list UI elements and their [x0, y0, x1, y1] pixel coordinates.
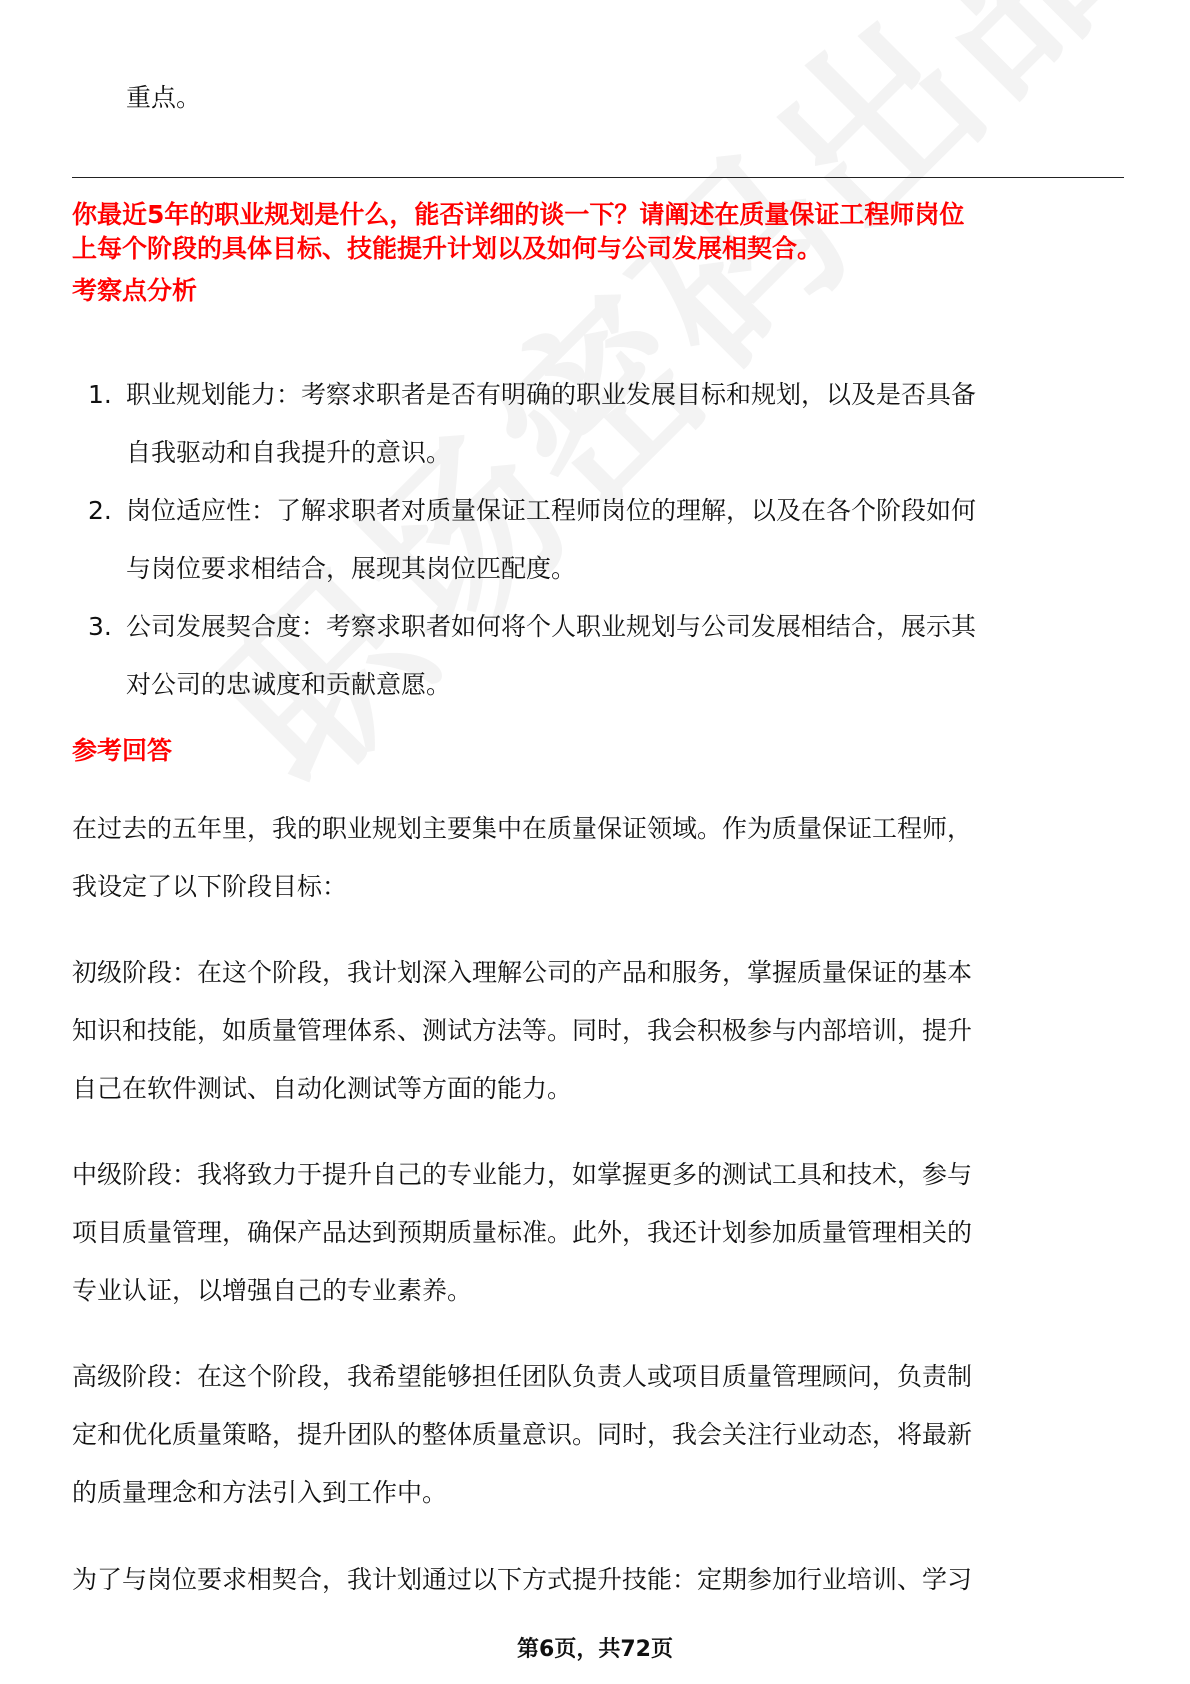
answer-heading: 参考回答 — [72, 736, 173, 765]
answer-paragraph — [72, 1146, 1132, 1320]
list-number: 1. — [88, 380, 112, 409]
answer-paragraph — [72, 944, 1132, 1118]
answer-paragraph — [72, 1348, 1132, 1522]
analysis-heading: 考察点分析 — [72, 276, 198, 305]
paragraph-line: 我设定了以下阶段目标： — [72, 872, 348, 901]
list-item — [72, 598, 1132, 714]
list-item — [72, 366, 1132, 482]
list-item — [72, 482, 1132, 598]
question-line: 你最近5年的职业规划是什么，能否详细的谈一下？请阐述在质量保证工程师岗位 — [72, 200, 965, 229]
question-title — [72, 198, 1132, 266]
list-item-line: 对公司的忠诚度和贡献意愿。 — [126, 670, 452, 699]
page-number: 第6页，共72页 — [517, 1637, 673, 1662]
analysis-list — [72, 366, 1132, 714]
list-item-line: 岗位适应性：了解求职者对质量保证工程师岗位的理解，以及在各个阶段如何 — [126, 496, 977, 525]
question-line: 上每个阶段的具体目标、技能提升计划以及如何与公司发展相契合。 — [72, 234, 823, 263]
paragraph-line: 自己在软件测试、自动化测试等方面的能力。 — [72, 1074, 573, 1103]
list-number: 2. — [88, 496, 112, 525]
paragraph-line: 定和优化质量策略，提升团队的整体质量意识。同时，我会关注行业动态，将最新 — [72, 1420, 973, 1449]
answer-paragraph — [72, 800, 1132, 916]
list-item-line: 职业规划能力：考察求职者是否有明确的职业发展目标和规划，以及是否具备 — [126, 380, 977, 409]
list-item-line: 公司发展契合度：考察求职者如何将个人职业规划与公司发展相结合，展示其 — [126, 612, 977, 641]
answer-paragraph — [72, 1551, 1132, 1609]
paragraph-line: 知识和技能，如质量管理体系、测试方法等。同时，我会积极参与内部培训，提升 — [72, 1016, 973, 1045]
list-item-line: 与岗位要求相结合，展现其岗位匹配度。 — [126, 554, 577, 583]
paragraph-line: 的质量理念和方法引入到工作中。 — [72, 1478, 448, 1507]
list-number: 3. — [88, 612, 112, 641]
paragraph-line: 在过去的五年里，我的职业规划主要集中在质量保证领域。作为质量保证工程师， — [72, 814, 973, 843]
paragraph-line: 高级阶段：在这个阶段，我希望能够担任团队负责人或项目质量管理顾问，负责制 — [72, 1362, 973, 1391]
section-divider — [72, 177, 1124, 178]
list-item-line: 自我驱动和自我提升的意识。 — [126, 438, 452, 467]
paragraph-line: 专业认证，以增强自己的专业素养。 — [72, 1276, 473, 1305]
paragraph-line: 项目质量管理，确保产品达到预期质量标准。此外，我还计划参加质量管理相关的 — [72, 1218, 973, 1247]
paragraph-line: 为了与岗位要求相契合，我计划通过以下方式提升技能：定期参加行业培训、学习 — [72, 1565, 973, 1594]
continuation-text: 重点。 — [126, 83, 202, 112]
paragraph-line: 初级阶段：在这个阶段，我计划深入理解公司的产品和服务，掌握质量保证的基本 — [72, 958, 973, 987]
paragraph-line: 中级阶段：我将致力于提升自己的专业能力，如掌握更多的测试工具和技术，参与 — [72, 1160, 973, 1189]
